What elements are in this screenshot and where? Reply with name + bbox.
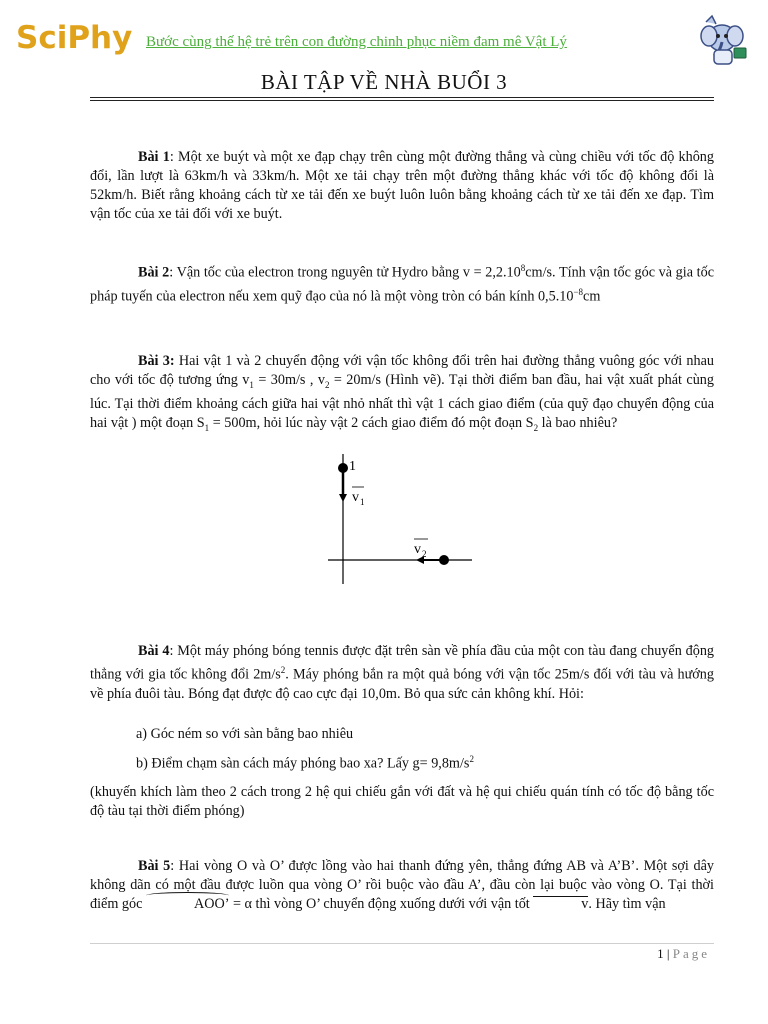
problem-4-question-b [136,754,474,773]
elephant-mascot-icon [698,12,752,68]
title-rule-bottom [90,100,714,101]
problem-4-question-b-text: b) Điểm chạm sàn cách máy phóng bao xa? Lấy g= 9,8m/s [136,755,470,772]
problem-5-text-1: : Hai vòng O và O’ được lồng vào hai thanh đứng yên, thẳng đứng AB và A’B’. Một sợi dây không dãn có một đầu được luồn qua vòng O’ rồi buộc vào đầu A’, đầu còn lại buộc vào vòng O. Tại thời điểm góc [90,858,714,912]
vector-bar-mark [533,896,588,897]
problem-3-sub-1: 1 [249,379,254,390]
problem-1 [90,148,714,224]
header-slogan[interactable]: Bước cùng thế hệ trẻ trên con đường chinh phục niềm đam mê Vật Lý [146,34,567,50]
page-number: 1 [657,946,664,961]
logo-graphic [16,14,140,60]
v1-arrowhead [339,494,347,502]
problem-4 [90,642,714,704]
problem-2-label: Bài 2 [138,264,170,281]
problem-5-text-3: . Hãy tìm vận [588,896,666,912]
problem-4-text-1: : Một máy phóng bóng tennis được đặt trên sàn về phía đầu của một con tàu đang chuyển động thẳng với gia tốc không đổi 2m/s [90,643,715,683]
problem-5-text-2: = α thì vòng O’ chuyển động xuống dưới với vận tốt [229,896,534,912]
problem-4-exp-1: 2 [280,665,286,675]
problem-3-sub-2: 2 [324,379,330,390]
problem-1-text: : Một xe buýt và một xe đạp chạy trên cùng một đường thẳng và cùng chiều với tốc độ không đổi, lần lượt là 63km/h và 33km/h. Một xe tải chạy trên một đường thẳng khác với tốc độ không đổi là 52km/h. Biết rằng khoảng cách từ xe tải đến xe buýt luôn luôn bằng khoảng cách từ xe tải đến xe đạp. Tìm vận tốc của xe tải đối với xe buýt. [90,149,714,222]
problem-3-label: Bài 3: [138,353,175,369]
problem-2-exp-2: −8 [573,286,584,297]
perpendicular-motion-diagram [300,448,500,598]
problem-5-vector-text: v [581,896,589,912]
problem-3-text-4: = 500m, hỏi lúc này vật 2 cách giao điểm đó một đoạn S [209,414,534,431]
problem-5-vector [533,895,588,914]
problem-5 [90,857,714,914]
problem-4-question-b-exp: 2 [469,754,474,764]
problem-3-text-3: = 20m/s (Hình vẽ). Tại thời điểm ban đầu, hai vật xuất phát cùng lúc. Tại thời điểm khoảng cách giữa hai vật nhỏ nhất thì vật 1 cách giao điểm (của quỹ đạo chuyển động của hai vật ) một đoạn S [90,372,714,431]
angle-arc-mark [146,892,229,899]
problem-4-label: Bài 4 [138,643,170,659]
problem-2-text-2: cm/s. Tính vận tốc góc và gia tốc pháp tuyến của electron nếu xem quỹ đạo của nó là một vòng tròn có bán kính 0,5.10 [90,264,714,305]
v2-subscript: 2 [422,549,427,559]
problem-5-label: Bài 5 [138,858,171,874]
problem-3-text-1: Hai vật 1 và 2 chuyển động với vận tốc không đổi trên hai đường thẳng vuông góc với nhau cho với tốc độ tương ứng v [90,353,714,388]
page-separator: | [663,946,673,961]
problem-3-text-5: là bao nhiêu? [538,414,618,431]
problem-2-exp-1: 8 [520,263,526,273]
problem-4-text-2: . Máy phóng bắn ra một quả bóng với vận tốc 25m/s đối với tàu và hướng về phía đuôi tàu. Bóng đạt được độ cao cực đại 10,0m. Bỏ qua sức cản không khí. Hỏi: [90,666,714,702]
problem-1-label: Bài 1 [138,149,170,165]
logo-text: SciPhy [16,20,133,56]
problem-5-angle-text: AOO’ [193,896,230,912]
problem-2-text-1: : Vận tốc của electron trong nguyên tử Hydro bằng v = 2,2.10 [169,264,521,281]
sciphy-logo [16,14,140,60]
page-word: Page [672,946,710,961]
problem-3-figure [300,448,500,598]
problem-2 [90,259,714,306]
v1-subscript: 1 [360,497,365,507]
v2-label: v [414,542,421,557]
problem-4-question-a: a) Góc ném so với sàn bằng bao nhiêu [136,726,354,742]
problem-2-text-3: cm [583,288,601,305]
page-footer [657,946,710,962]
problem-5-angle [146,895,229,914]
footer-rule [90,943,714,944]
problem-3 [90,352,714,438]
problem-3-sub-3: 1 [204,422,210,433]
point-1-label: 1 [349,459,356,474]
title-rule-top [90,97,714,98]
problem-3-sub-4: 2 [533,422,539,433]
v1-label: v [352,490,359,505]
problem-3-text-2: = 30m/s , v [253,372,325,388]
page-title: BÀI TẬP VỀ NHÀ BUỔI 3 [260,70,508,94]
problem-4-note: (khuyến khích làm theo 2 cách trong 2 hệ qui chiếu gắn với đất và hệ qui chiếu quán tính có tốc độ bằng tốc độ tàu tại thời điểm phóng) [90,784,714,819]
